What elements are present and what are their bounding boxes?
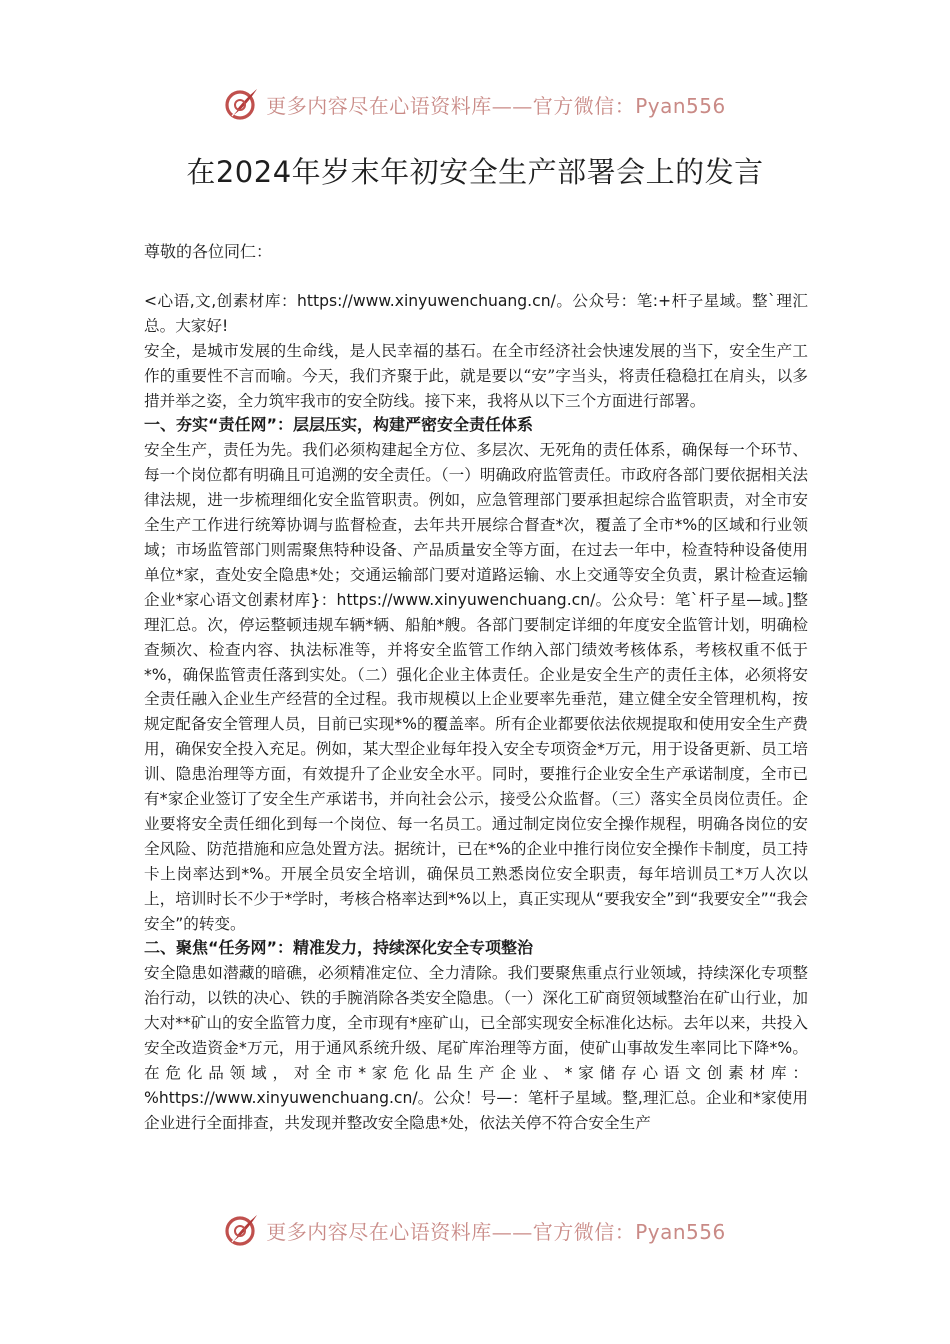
document-body xyxy=(144,240,808,1136)
intro-line: <心语,文,创素材库：https://www.xinyuwenchuang.cn/。公众号：笔:+杆子星域。整`理汇总。大家好! xyxy=(144,291,808,335)
section-2-paragraph: 安全隐患如潜藏的暗礁，必须精准定位、全力清除。我们要聚焦重点行业领域，持续深化专项整治行动，以铁的决心、铁的手腕消除各类安全隐患。（一）深化工矿商贸领域整治在矿山行业，加大对**矿山的安全监管力度，全市现有*座矿山，已全部实现安全标准化达标。去年以来，共投入安全改造资金*万元，用于通风系统升级、尾矿库治理等方面，使矿山事故发生率同比下降*%。在危化品领域，对全市*家危化品生产企业、*家储存心语文创素材库：%https://www.xinyuwenchuang.cn/。公众！号—：笔杆子星域。整,理汇总。企业和*家使用企业进行全面排查，共发现并整改安全隐患*处，依法关停不符合安全生产 xyxy=(144,964,808,1132)
opening-paragraph: 安全，是城市发展的生命线，是人民幸福的基石。在全市经济社会快速发展的当下，安全生产工作的重要性不言而喻。今天，我们齐聚于此，就是要以“安”字当头，将责任稳稳扛在肩头，以多措并举之姿，全力筑牢我市的安全防线。接下来，我将从以下三个方面进行部署。 xyxy=(144,341,808,410)
quill-logo-icon xyxy=(224,1212,260,1248)
section-heading-2: 二、聚焦“任务网”：精准发力，持续深化安全专项整治 xyxy=(144,938,534,958)
banner-text: 更多内容尽在心语资料库——官方微信：Pyan556 xyxy=(266,1219,726,1244)
quill-logo-icon xyxy=(224,86,260,122)
greeting: 尊敬的各位同仁： xyxy=(144,242,273,261)
banner-text: 更多内容尽在心语资料库——官方微信：Pyan556 xyxy=(266,93,726,118)
section-1-paragraph: 安全生产，责任为先。我们必须构建起全方位、多层次、无死角的责任体系，确保每一个环节、每一个岗位都有明确且可追溯的安全责任。（一）明确政府监管责任。市政府各部门要依据相关法律法规，进一步梳理细化安全监管职责。例如，应急管理部门要承担起综合监管职责，对全市安全生产工作进行统筹协调与监督检查，去年共开展综合督查*次，覆盖了全市*%的区域和行业领域；市场监管部门则需聚焦特种设备、产品质量安全等方面，在过去一年中，检查特种设备使用单位*家，查处安全隐患*处；交通运输部门要对道路运输、水上交通等安全负责，累计检查运输企业*家心语文创素材库}：https://www.xinyuwenchuang.cn/。公众号：笔`杆子星—域。]整理汇总。次，停运整顿违规车辆*辆、船舶*艘。各部门要制定详细的年度安全监管计划，明确检查频次、检查内容、执法标准等，并将安全监管工作纳入部门绩效考核体系，考核权重不低于*%，确保监管责任落到实处。（二）强化企业主体责任。企业是安全生产的责任主体，必须将安全责任融入企业生产经营的全过程。我市规模以上企业要率先垂范，建立健全安全管理机构，按规定配备安全管理人员，目前已实现*%的覆盖率。所有企业都要依法依规提取和使用安全生产费用，确保安全投入充足。例如，某大型企业每年投入安全专项资金*万元，用于设备更新、员工培训、隐患治理等方面，有效提升了企业安全水平。同时，要推行企业安全生产承诺制度，全市已有*家企业签订了安全生产承诺书，并向社会公示，接受公众监督。（三）落实全员岗位责任。企业要将安全责任细化到每一个岗位、每一名员工。通过制定岗位安全操作规程，明确各岗位的安全风险、防范措施和应急处置方法。据统计，已在*%的企业中推行岗位安全操作卡制度，员工持卡上岗率达到*%。开展全员安全培训，确保员工熟悉岗位安全职责，每年培训员工*万人次以上，培训时长不少于*学时，考核合格率达到*%以上，真正实现从“要我安全”到“我要安全”“我会安全”的转变。 xyxy=(144,441,808,933)
section-heading-1: 一、夯实“责任网”：层层压实，构建严密安全责任体系 xyxy=(144,415,534,435)
page-title: 在2024年岁末年初安全生产部署会上的发言 xyxy=(186,155,764,189)
header-watermark-banner xyxy=(0,84,950,124)
footer-watermark-banner xyxy=(0,1210,950,1250)
